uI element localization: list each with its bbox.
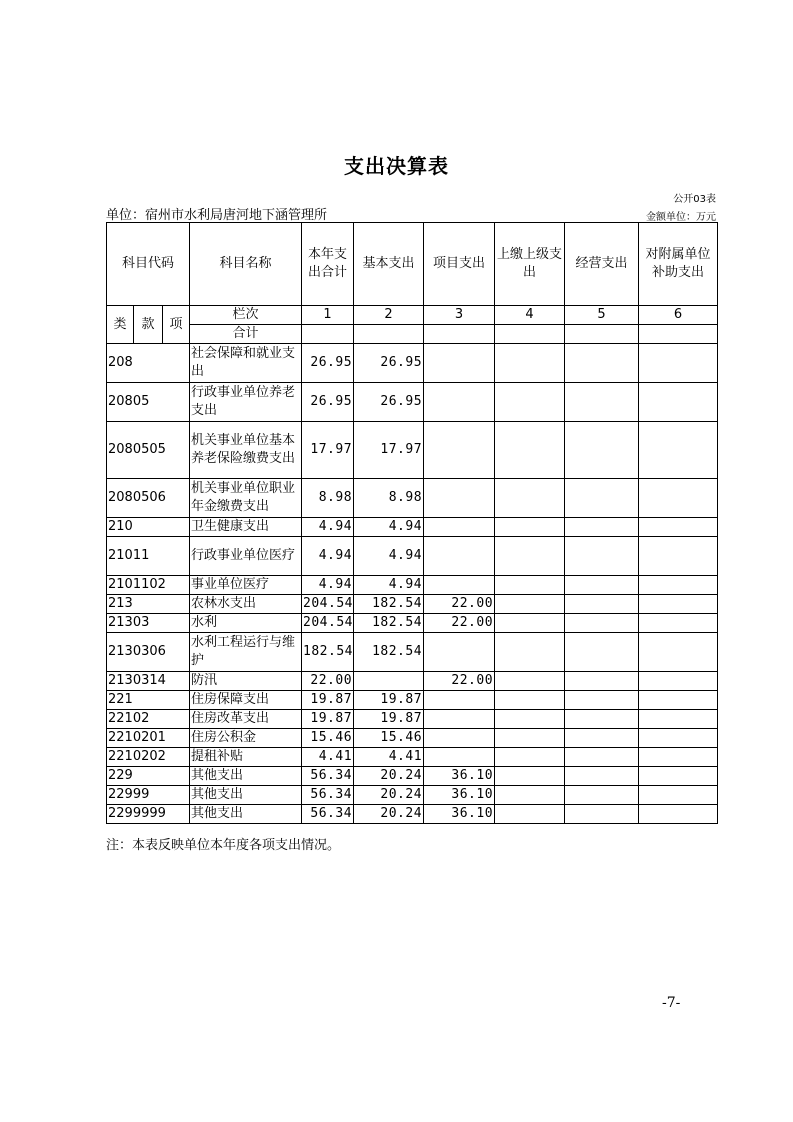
row-total: 56.34 [302, 805, 354, 824]
page-number: -7- [662, 995, 681, 1011]
row-upper [495, 537, 565, 576]
header-project: 项目支出 [424, 223, 495, 306]
row-basic: 17.97 [354, 422, 424, 479]
row-code: 213 [107, 595, 190, 614]
row-basic: 20.24 [354, 767, 424, 786]
table-row [107, 633, 718, 672]
row-upper [495, 422, 565, 479]
row-project [424, 518, 495, 537]
row-name: 水利 [190, 614, 302, 633]
row-subsidiary [639, 422, 718, 479]
row-subsidiary [639, 537, 718, 576]
row-business [565, 537, 639, 576]
row-code: 21011 [107, 537, 190, 576]
row-subsidiary [639, 614, 718, 633]
row-upper [495, 805, 565, 824]
row-subsidiary [639, 344, 718, 383]
col-num-3: 3 [424, 306, 495, 325]
row-subsidiary [639, 691, 718, 710]
row-basic [354, 672, 424, 691]
row-business [565, 672, 639, 691]
header-heji: 合计 [190, 325, 302, 344]
row-upper [495, 518, 565, 537]
row-total: 19.87 [302, 691, 354, 710]
header-row [107, 223, 718, 306]
row-upper [495, 691, 565, 710]
row-code: 2210202 [107, 748, 190, 767]
row-subsidiary [639, 518, 718, 537]
row-basic: 4.94 [354, 537, 424, 576]
row-upper [495, 786, 565, 805]
row-project: 36.10 [424, 805, 495, 824]
row-business [565, 344, 639, 383]
row-project: 36.10 [424, 786, 495, 805]
row-total: 56.34 [302, 786, 354, 805]
table-row [107, 710, 718, 729]
row-code: 2299999 [107, 805, 190, 824]
row-project [424, 344, 495, 383]
row-upper [495, 479, 565, 518]
row-upper [495, 576, 565, 595]
row-code: 2130306 [107, 633, 190, 672]
row-name: 住房改革支出 [190, 710, 302, 729]
total-cell [495, 325, 565, 344]
form-code: 公开03表 [673, 194, 716, 205]
table-row [107, 479, 718, 518]
table-row [107, 786, 718, 805]
row-upper [495, 344, 565, 383]
row-name: 行政事业单位医疗 [190, 537, 302, 576]
row-business [565, 691, 639, 710]
table-row [107, 537, 718, 576]
row-business [565, 805, 639, 824]
row-business [565, 729, 639, 748]
row-code: 2130314 [107, 672, 190, 691]
row-name: 农林水支出 [190, 595, 302, 614]
row-total: 26.95 [302, 383, 354, 422]
row-business [565, 786, 639, 805]
row-subsidiary [639, 805, 718, 824]
row-name: 其他支出 [190, 767, 302, 786]
header-xiang: 项 [163, 306, 190, 344]
row-upper [495, 595, 565, 614]
row-total: 4.94 [302, 518, 354, 537]
row-business [565, 710, 639, 729]
row-project: 22.00 [424, 672, 495, 691]
row-subsidiary [639, 767, 718, 786]
row-subsidiary [639, 729, 718, 748]
row-name: 社会保障和就业支出 [190, 344, 302, 383]
row-name: 住房公积金 [190, 729, 302, 748]
row-subsidiary [639, 786, 718, 805]
row-project: 36.10 [424, 767, 495, 786]
unit-label: 单位：宿州市水利局唐河地下涵管理所 [106, 208, 328, 223]
row-business [565, 633, 639, 672]
row-subsidiary [639, 633, 718, 672]
row-project: 22.00 [424, 595, 495, 614]
col-num-5: 5 [565, 306, 639, 325]
expenditure-table [106, 222, 718, 824]
table-row [107, 691, 718, 710]
row-basic: 4.94 [354, 518, 424, 537]
row-code: 22999 [107, 786, 190, 805]
row-subsidiary [639, 748, 718, 767]
col-num-4: 4 [495, 306, 565, 325]
row-project [424, 479, 495, 518]
table-row [107, 767, 718, 786]
row-code: 21303 [107, 614, 190, 633]
header-business: 经营支出 [565, 223, 639, 306]
row-project [424, 748, 495, 767]
table-row [107, 576, 718, 595]
row-subsidiary [639, 710, 718, 729]
row-subsidiary [639, 479, 718, 518]
row-upper [495, 748, 565, 767]
row-project: 22.00 [424, 614, 495, 633]
row-name: 机关事业单位职业年金缴费支出 [190, 479, 302, 518]
header-name: 科目名称 [190, 223, 302, 306]
row-subsidiary [639, 576, 718, 595]
row-project [424, 537, 495, 576]
row-project [424, 633, 495, 672]
header-lei: 类 [107, 306, 134, 344]
footnote: 注：本表反映单位本年度各项支出情况。 [106, 838, 341, 853]
row-name: 其他支出 [190, 805, 302, 824]
row-total: 19.87 [302, 710, 354, 729]
row-code: 221 [107, 691, 190, 710]
row-total: 4.41 [302, 748, 354, 767]
row-basic: 26.95 [354, 344, 424, 383]
row-basic: 26.95 [354, 383, 424, 422]
total-cell [565, 325, 639, 344]
header-lanci: 栏次 [190, 306, 302, 325]
row-total: 8.98 [302, 479, 354, 518]
row-business [565, 518, 639, 537]
table-row [107, 614, 718, 633]
header-upper: 上缴上级支出 [495, 223, 565, 306]
table-row [107, 729, 718, 748]
row-total: 4.94 [302, 537, 354, 576]
money-unit-label: 金额单位：万元 [646, 212, 716, 223]
row-code: 2080505 [107, 422, 190, 479]
row-basic: 19.87 [354, 691, 424, 710]
row-upper [495, 633, 565, 672]
row-basic: 19.87 [354, 710, 424, 729]
row-subsidiary [639, 672, 718, 691]
row-code: 210 [107, 518, 190, 537]
total-cell [639, 325, 718, 344]
row-business [565, 767, 639, 786]
row-code: 2210201 [107, 729, 190, 748]
row-basic: 15.46 [354, 729, 424, 748]
row-upper [495, 767, 565, 786]
row-name: 事业单位医疗 [190, 576, 302, 595]
row-upper [495, 383, 565, 422]
row-basic: 20.24 [354, 805, 424, 824]
col-num-2: 2 [354, 306, 424, 325]
header-code: 科目代码 [107, 223, 190, 306]
row-total: 22.00 [302, 672, 354, 691]
header-total: 本年支出合计 [302, 223, 354, 306]
total-cell [354, 325, 424, 344]
row-subsidiary [639, 383, 718, 422]
row-code: 229 [107, 767, 190, 786]
table-row [107, 422, 718, 479]
row-basic: 182.54 [354, 595, 424, 614]
row-business [565, 422, 639, 479]
row-name: 住房保障支出 [190, 691, 302, 710]
row-upper [495, 614, 565, 633]
row-name: 提租补贴 [190, 748, 302, 767]
row-upper [495, 710, 565, 729]
row-project [424, 729, 495, 748]
total-cell [302, 325, 354, 344]
row-upper [495, 672, 565, 691]
col-num-6: 6 [639, 306, 718, 325]
row-subsidiary [639, 595, 718, 614]
header-kuan: 款 [134, 306, 163, 344]
header-basic: 基本支出 [354, 223, 424, 306]
row-total: 204.54 [302, 595, 354, 614]
column-number-row [107, 306, 718, 325]
row-name: 机关事业单位基本养老保险缴费支出 [190, 422, 302, 479]
row-name: 卫生健康支出 [190, 518, 302, 537]
row-project [424, 691, 495, 710]
row-total: 56.34 [302, 767, 354, 786]
row-business [565, 479, 639, 518]
row-total: 204.54 [302, 614, 354, 633]
table-row [107, 805, 718, 824]
row-upper [495, 729, 565, 748]
row-code: 2101102 [107, 576, 190, 595]
row-project [424, 710, 495, 729]
row-total: 4.94 [302, 576, 354, 595]
row-business [565, 748, 639, 767]
row-name: 水利工程运行与维护 [190, 633, 302, 672]
total-cell [424, 325, 495, 344]
row-total: 182.54 [302, 633, 354, 672]
table-row [107, 748, 718, 767]
table-row [107, 595, 718, 614]
row-business [565, 576, 639, 595]
row-total: 15.46 [302, 729, 354, 748]
row-name: 行政事业单位养老支出 [190, 383, 302, 422]
row-code: 2080506 [107, 479, 190, 518]
row-business [565, 595, 639, 614]
row-basic: 8.98 [354, 479, 424, 518]
row-basic: 4.94 [354, 576, 424, 595]
row-code: 20805 [107, 383, 190, 422]
row-business [565, 614, 639, 633]
row-code: 208 [107, 344, 190, 383]
page-title: 支出决算表 [344, 154, 449, 178]
table-row [107, 383, 718, 422]
row-basic: 4.41 [354, 748, 424, 767]
row-name: 防汛 [190, 672, 302, 691]
table-row [107, 518, 718, 537]
row-total: 17.97 [302, 422, 354, 479]
header-subsidiary: 对附属单位补助支出 [639, 223, 718, 306]
table-row [107, 672, 718, 691]
col-num-1: 1 [302, 306, 354, 325]
row-name: 其他支出 [190, 786, 302, 805]
table-row [107, 344, 718, 383]
row-project [424, 576, 495, 595]
row-basic: 20.24 [354, 786, 424, 805]
row-code: 22102 [107, 710, 190, 729]
row-project [424, 422, 495, 479]
total-row [107, 325, 718, 344]
row-business [565, 383, 639, 422]
row-basic: 182.54 [354, 614, 424, 633]
row-total: 26.95 [302, 344, 354, 383]
row-basic: 182.54 [354, 633, 424, 672]
row-project [424, 383, 495, 422]
